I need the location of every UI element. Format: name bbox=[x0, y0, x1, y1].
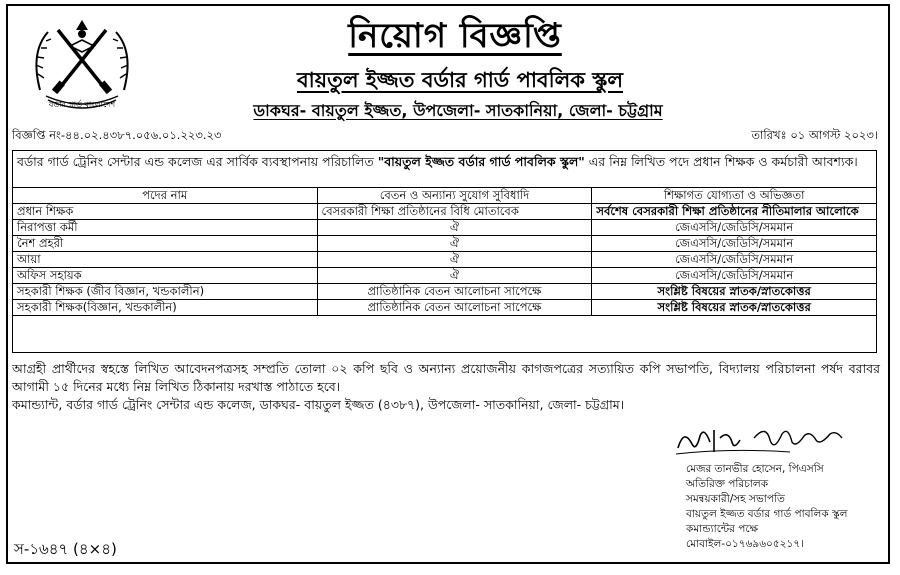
post-name-cell: সহকারী শিক্ষক(বিজ্ঞান, খন্ডকালীন) bbox=[13, 300, 318, 316]
publication-code: স-১৬৪৭ (৪×৪) bbox=[14, 540, 117, 558]
handwritten-signature bbox=[670, 418, 850, 462]
signatory-mobile: মোবাইল-০১৭৬৯৬০৫২১৭। bbox=[686, 538, 804, 550]
school-name-heading: বায়তুল ইজ্জত বর্ডার গার্ড পাবলিক স্কুল bbox=[296, 68, 624, 92]
application-address: কমান্ড্যান্ট, বর্ডার গার্ড ট্রেনিং সেন্টার এন্ড কলেজ, ডাকঘর- বায়তুল ইজ্জত (৪৩৮৭), উপজেলা- সাতকানিয়া, জেলা- চট্টগ্রাম। bbox=[12, 397, 625, 412]
vacancy-table bbox=[12, 187, 877, 316]
table-row bbox=[13, 284, 877, 300]
salary-cell: বেসরকারী শিক্ষা প্রতিষ্ঠানের বিধি মোতাবেক bbox=[317, 204, 592, 220]
qualification-cell: জেএসসি/জেডিসি/সমমান bbox=[592, 220, 877, 236]
post-name-cell: প্রধান শিক্ষক bbox=[13, 204, 318, 220]
column-header-qualification: শিক্ষাগত যোগ্যতা ও অভিজ্ঞতা bbox=[592, 188, 877, 204]
table-row bbox=[13, 220, 877, 236]
salary-cell: ঐ bbox=[317, 252, 592, 268]
page-title: নিয়োগ বিজ্ঞপ্তি bbox=[348, 16, 562, 56]
qualification-cell: সংশ্লিষ্ট বিষয়ের স্নাতক/স্নাতকোত্তর bbox=[592, 300, 877, 316]
notice-date: তারিখঃ ০১ আগস্ট ২০২৩। bbox=[751, 128, 878, 142]
qualification-cell: সংশ্লিষ্ট বিষয়ের স্নাতক/স্নাতকোত্তর bbox=[592, 284, 877, 300]
salary-cell: ঐ bbox=[317, 268, 592, 284]
salary-cell: ঐ bbox=[317, 236, 592, 252]
signatory-name: মেজর তানভীর হোসেন, পিএসসি bbox=[686, 463, 824, 475]
school-address: ডাকঘর- বায়তুল ইজ্জত, উপজেলা- সাতকানিয়া, জেলা- চট্টগ্রাম bbox=[253, 101, 663, 120]
table-row bbox=[13, 268, 877, 284]
intro-text-after: এর নিম্ন লিখিত পদে প্রধান শিক্ষক ও কর্মচারী আবশ্যক। bbox=[584, 154, 858, 169]
signatory-on-behalf: কমান্ড্যান্টের পক্ষে bbox=[686, 523, 759, 535]
salary-cell: প্রাতিষ্ঠানিক বেতন আলোচনা সাপেক্ষে bbox=[317, 284, 592, 300]
table-row bbox=[13, 236, 877, 252]
qualification-cell: সর্বশেষ বেসরকারী শিক্ষা প্রতিষ্ঠানের নীতিমালার আলোকে bbox=[592, 204, 877, 220]
post-name-cell: নিরাপত্তা কর্মী bbox=[13, 220, 318, 236]
table-row bbox=[13, 252, 877, 268]
signature-block bbox=[686, 462, 847, 552]
notice-reference-number: বিজ্ঞপ্তি নং-৪৪.০২.৪৩৮৭.০৫৬.০১.২২৩.২৩ bbox=[12, 128, 222, 142]
qualification-cell: জেএসসি/জেডিসি/সমমান bbox=[592, 252, 877, 268]
table-header-row bbox=[13, 188, 877, 204]
post-name-cell: সহকারী শিক্ষক (জীব বিজ্ঞান, খন্ডকালীন) bbox=[13, 284, 318, 300]
table-row bbox=[13, 204, 877, 220]
qualification-cell: জেএসসি/জেডিসি/সমমান bbox=[592, 268, 877, 284]
signatory-role: সমন্বয়কারী/সহ সভাপতি bbox=[686, 493, 785, 505]
logo-caption: বর্ডার গার্ড বাংলাদেশ bbox=[48, 100, 116, 109]
qualification-cell: জেএসসি/জেডিসি/সমমান bbox=[592, 236, 877, 252]
intro-text-before: বর্ডার গার্ড ট্রেনিং সেন্টার এন্ড কলেজ এর সার্বিক ব্যবস্থাপনায় পরিচালিত bbox=[17, 154, 378, 169]
application-instructions-text: আগ্রহী প্রার্থীদের স্বহস্তে লিখিত আবেদনপত্রসহ সম্প্রতি তোলা ০২ কপি ছবি ও অন্যান্য প্রয়োজনীয় কাগজপত্রের সত্যায়িত কপি সভাপতি, বিদ্যালয় পরিচালনা পর্ষদ বরাবর আগামী ১৫ দিনের মধ্যে নিম্ন লিখিত ঠিকানায় দরখাস্ত পাঠাতে হবে। bbox=[12, 361, 880, 394]
column-header-post: পদের নাম bbox=[13, 188, 318, 204]
salary-cell: ঐ bbox=[317, 220, 592, 236]
post-name-cell: নৈশ প্রহরী bbox=[13, 236, 318, 252]
signatory-school: বায়তুল ইজ্জত বর্ডার গার্ড পাবলিক স্কুল bbox=[686, 508, 848, 520]
application-instructions bbox=[12, 360, 880, 414]
salary-cell: প্রাতিষ্ঠানিক বেতন আলোচনা সাপেক্ষে bbox=[317, 300, 592, 316]
intro-school-quote: "বায়তুল ইজ্জত বর্ডার গার্ড পাবলিক স্কুল" bbox=[377, 154, 585, 169]
column-header-salary: বেতন ও অন্যান্য সুযোগ সুবিধাদি bbox=[317, 188, 592, 204]
bgb-emblem-logo bbox=[22, 12, 142, 112]
post-name-cell: আয়া bbox=[13, 252, 318, 268]
table-row bbox=[13, 300, 877, 316]
post-name-cell: অফিস সহায়ক bbox=[13, 268, 318, 284]
vacancy-box bbox=[12, 150, 877, 353]
intro-paragraph bbox=[17, 153, 872, 171]
signatory-title: অতিরিক্ত পরিচালক bbox=[686, 478, 769, 490]
